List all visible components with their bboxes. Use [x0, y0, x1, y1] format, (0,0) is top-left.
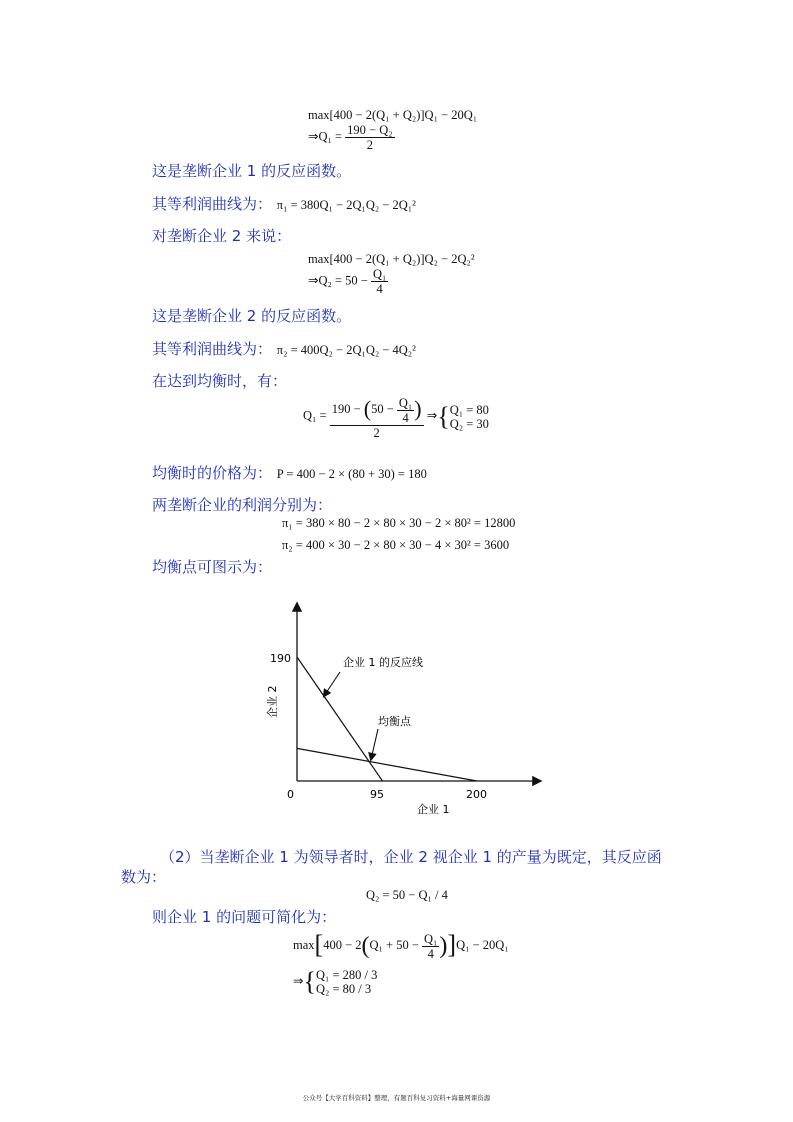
eq4-line2: π₂ = 400 × 30 − 2 × 80 × 30 − 4 × 30² = 3600	[282, 538, 510, 552]
eq3-paren-close: )	[414, 396, 422, 421]
eq6-max: max	[293, 938, 315, 952]
eq3-den: 2	[373, 425, 380, 440]
paragraph-firm2: 对垄断企业 2 来说：	[152, 227, 292, 245]
x-tick-200: 200	[466, 788, 487, 801]
page-footer: 公众号【大学百科资料】整理，有题百科复习资料+海量网课资源	[302, 1094, 491, 1102]
eq6-c: Q₁ + 50 −	[369, 938, 419, 952]
paragraph-isoprofit2	[152, 338, 416, 359]
eq6-inner-den: 4	[427, 946, 434, 961]
eq6-paren-close: )	[439, 933, 448, 959]
eq2-num: Q₁	[372, 267, 387, 281]
eq6-bracket-close: ]	[447, 930, 457, 959]
eq3-arrow: ⇒	[426, 408, 438, 423]
price-formula: P = 400 − 2 × (80 + 30) = 180	[276, 467, 427, 481]
paragraph-profits: 两垄断企业的利润分别为：	[152, 496, 333, 514]
eq6-brace: {	[303, 967, 316, 996]
eq1-num: 190 − Q₂	[347, 123, 393, 137]
eq3-inner-fraction	[397, 396, 414, 425]
eq2-line2	[308, 267, 388, 296]
eq2-arrow: ⇒Q₂ = 50 −	[308, 273, 368, 288]
equilibrium-pointer	[371, 729, 378, 759]
equilibrium-label: 均衡点	[378, 715, 411, 728]
eq1-fraction	[345, 123, 394, 152]
eq3-lhs: Q₁ =	[303, 408, 327, 423]
eq3-inner-den: 4	[402, 410, 409, 425]
paragraph-simplify: 则企业 1 的问题可简化为：	[152, 908, 337, 926]
eq5: Q₂ = 50 − Q₁ / 4	[366, 888, 448, 902]
eq3-sol2: Q₂ = 30	[449, 416, 489, 431]
eq3-sol1: Q₁ = 80	[449, 402, 489, 417]
eq1-line2	[308, 123, 395, 152]
price-label: 均衡时的价格为：	[152, 464, 273, 482]
reaction-line-firm2	[297, 748, 477, 781]
eq1-den: 2	[366, 138, 374, 152]
x-tick-95: 95	[370, 788, 384, 801]
reaction-curve-figure	[250, 598, 550, 820]
eq6-inner-fraction	[422, 932, 439, 961]
eq6-bracket-open: [	[314, 930, 324, 959]
eq1-line1: max[400 − 2(Q₁ + Q₂)]Q₁ − 20Q₁	[308, 108, 478, 122]
eq6-system	[316, 968, 377, 996]
eq6-sol1: Q₁ = 280 / 3	[315, 968, 378, 982]
eq3	[303, 394, 489, 440]
paragraph-reaction2: 这是垄断企业 2 的反应函数。	[152, 307, 352, 325]
eq6-arrow: ⇒	[293, 973, 304, 988]
eq3-brace: {	[437, 401, 450, 431]
isoprofit2-formula: π₂ = 400Q₂ − 2Q₁Q₂ − 4Q₂²	[276, 343, 416, 357]
eq6-inner-num: Q₁	[424, 931, 438, 946]
reaction-line-label: 企业 1 的反应线	[343, 656, 423, 669]
paragraph-price	[152, 462, 427, 483]
eq6-d: Q₁ − 20Q₁	[456, 938, 509, 952]
eq3-num-b: 50 −	[371, 402, 394, 416]
isoprofit2-label: 其等利润曲线为：	[152, 340, 273, 358]
paragraph-figure-intro: 均衡点可图示为：	[152, 558, 273, 576]
eq3-inner-num: Q₁	[398, 395, 413, 410]
isoprofit1-label: 其等利润曲线为：	[152, 195, 273, 213]
eq3-fraction	[330, 394, 424, 440]
y-axis-label: 企业 2	[266, 685, 279, 718]
paragraph-equilibrium: 在达到均衡时，有：	[152, 372, 288, 390]
eq6-line2	[293, 968, 377, 996]
paragraph-reaction1: 这是垄断企业 1 的反应函数。	[152, 162, 352, 180]
reaction-line-firm1	[297, 657, 383, 781]
eq2-den: 4	[376, 282, 383, 296]
y-tick-190: 190	[270, 652, 291, 665]
isoprofit1-formula: π₁ = 380Q₁ − 2Q₁Q₂ − 2Q₁²	[276, 198, 416, 212]
eq6-line1	[293, 930, 509, 961]
eq3-system	[450, 403, 489, 431]
paragraph-part2: （2）当垄断企业 1 为领导者时，企业 2 视企业 1 的产量为既定，其反应函	[160, 848, 662, 866]
eq2-fraction	[371, 267, 388, 296]
paragraph-part2-cont: 数为：	[121, 868, 167, 886]
paragraph-isoprofit1	[152, 193, 416, 214]
eq3-paren-open: (	[363, 396, 372, 421]
eq2-line1: max[400 − 2(Q₁ + Q₂)]Q₂ − 2Q₂²	[308, 252, 475, 266]
eq6-b: 400 − 2	[323, 938, 362, 952]
x-tick-0: 0	[287, 788, 294, 801]
eq4-line1: π₁ = 380 × 80 − 2 × 80 × 30 − 2 × 80² = 12800	[282, 516, 516, 530]
reaction-line-pointer	[324, 672, 340, 696]
x-axis-label: 企业 1	[417, 803, 450, 816]
eq6-sol2: Q₂ = 80 / 3	[315, 982, 372, 996]
eq1-arrow: ⇒Q₁ =	[308, 129, 343, 144]
eq3-num	[330, 394, 424, 426]
eq3-num-a: 190 −	[331, 402, 361, 416]
eq6-paren-open: (	[361, 933, 370, 959]
